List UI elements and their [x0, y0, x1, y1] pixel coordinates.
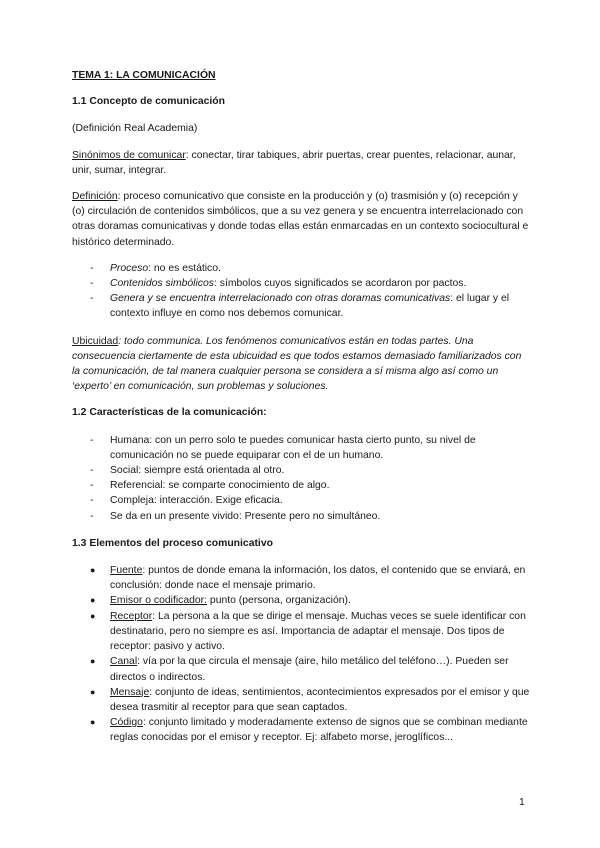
list-item [72, 685, 532, 715]
definition-source: (Definición Real Academia) [72, 123, 198, 135]
list-item [72, 493, 532, 508]
definition-paragraph [72, 189, 532, 250]
item-term: Genera y se encuentra interrelacionado con otras doramas comunicativas [110, 293, 451, 305]
list-item [72, 261, 532, 276]
item-text: : no es estático. [148, 262, 221, 274]
bullet-marker: ● [90, 565, 96, 576]
bullet-marker: ● [90, 686, 96, 697]
item-term: Código [110, 717, 143, 729]
dash-marker: - [90, 262, 94, 274]
definition-label: Definición [72, 191, 118, 203]
section-1-heading: 1.1 Concepto de comunicación [72, 96, 226, 108]
dash-marker: - [90, 278, 94, 290]
item-text: Humana: con un perro solo te puedes comunicar hasta cierto punto, su nivel de comunicación no se puede equiparar con el de un humano. [110, 434, 476, 461]
page-content [72, 68, 532, 758]
document-title: TEMA 1: LA COMUNICACIÓN [72, 70, 216, 81]
synonyms-text: : conectar, tirar tabiques, abrir puertas, crear puentes, relacionar, aunar, unir, sumar, integrar. [72, 149, 516, 176]
synonyms-label: Sinónimos de comunicar [72, 149, 186, 161]
characteristics-list [72, 433, 532, 524]
definition-text: : proceso comunicativo que consiste en la producción y (o) trasmisión y (o) recepción y (o) circulación de contenidos simbólicos, que a su vez genera y se encuentra interrelacionado con otras doramas comunicativas y donde todas ellas están enmarcadas en un contexto sociocultural e histórico determinado. [72, 191, 529, 248]
item-term: Receptor [110, 610, 153, 622]
dash-marker: - [90, 434, 94, 446]
item-text: : conjunto de ideas, sentimientos, acontecimientos expresados por el emisor y que desea trasmitir al receptor para que sean captados. [110, 686, 530, 713]
section-2-heading: 1.2 Características de la comunicación: [72, 407, 267, 419]
list-item [72, 291, 532, 321]
dash-marker: - [90, 510, 94, 522]
bullet-marker: ● [90, 717, 96, 728]
list-item [72, 509, 532, 524]
list-item [72, 563, 532, 593]
item-term: Fuente [110, 565, 143, 577]
list-item [72, 593, 532, 608]
item-term: Proceso [110, 262, 149, 274]
item-text: : vía por la que circula el mensaje (aire, hilo metálico del teléfono…). Pueden ser directos o indirectos. [110, 656, 509, 683]
bullet-marker: ● [90, 595, 96, 606]
dash-marker: - [90, 293, 94, 305]
list-item [72, 276, 532, 291]
item-term: Canal [110, 656, 138, 668]
bullet-marker: ● [90, 610, 96, 621]
item-text: punto (persona, organización). [207, 595, 351, 607]
item-text: Social: siempre está orientada al otro. [110, 465, 285, 477]
ubiquity-label: Ubicuidad [72, 335, 119, 347]
concept-list [72, 261, 532, 322]
item-term: Mensaje [110, 686, 150, 698]
list-item [72, 478, 532, 493]
item-text: Se da en un presente vivido: Presente pero no simultáneo. [110, 510, 381, 522]
item-text: Referencial: se comparte conocimiento de algo. [110, 480, 330, 492]
item-term: Emisor o codificador: [110, 595, 208, 607]
dash-marker: - [90, 495, 94, 507]
list-item [72, 463, 532, 478]
bullet-marker: ● [90, 656, 96, 667]
item-text: : puntos de donde emana la información, los datos, el contenido que se enviará, en conclusión: donde nace el mensaje primario. [110, 565, 526, 592]
list-item [72, 609, 532, 655]
item-text: : símbolos cuyos significados se acordaron por pactos. [213, 278, 467, 290]
ubiquity-paragraph [72, 334, 532, 395]
section-3-heading: 1.3 Elementos del proceso comunicativo [72, 537, 273, 549]
ubiquity-text: : todo communica. Los fenómenos comunicativos están en todas partes. Una consecuencia ciertamente de esta ubicuidad es que todos estamos demasiado familiarizados con la comunicación, de tal manera cualquier persona se considera a sí misma algo así como un ‘experto’ en comunicación, sun problemas y soluciones. [72, 335, 522, 393]
item-text: : conjunto limitado y moderadamente extenso de signos que se combinan mediante reglas conocidas por el emisor y receptor. Ej: alfabeto morse, jeroglíficos... [110, 717, 528, 744]
list-item [72, 654, 532, 684]
page-number: 1 [519, 797, 525, 808]
dash-marker: - [90, 480, 94, 492]
list-item [72, 715, 532, 745]
synonyms-paragraph [72, 148, 532, 178]
dash-marker: - [90, 465, 94, 477]
elements-list [72, 563, 532, 745]
item-text: Compleja: interacción. Exige eficacia. [110, 495, 283, 507]
list-item [72, 433, 532, 463]
item-text: : La persona a la que se dirige el mensaje. Muchas veces se suele identificar con destinatario, pero no siempre es así. Importancia de adaptar el mensaje. Dos tipos de receptor: pasivo y activo. [110, 610, 526, 653]
item-text: : el lugar y el contexto influye en como nos debemos comunicar. [110, 293, 510, 320]
item-term: Contenidos simbólicos [110, 278, 214, 290]
